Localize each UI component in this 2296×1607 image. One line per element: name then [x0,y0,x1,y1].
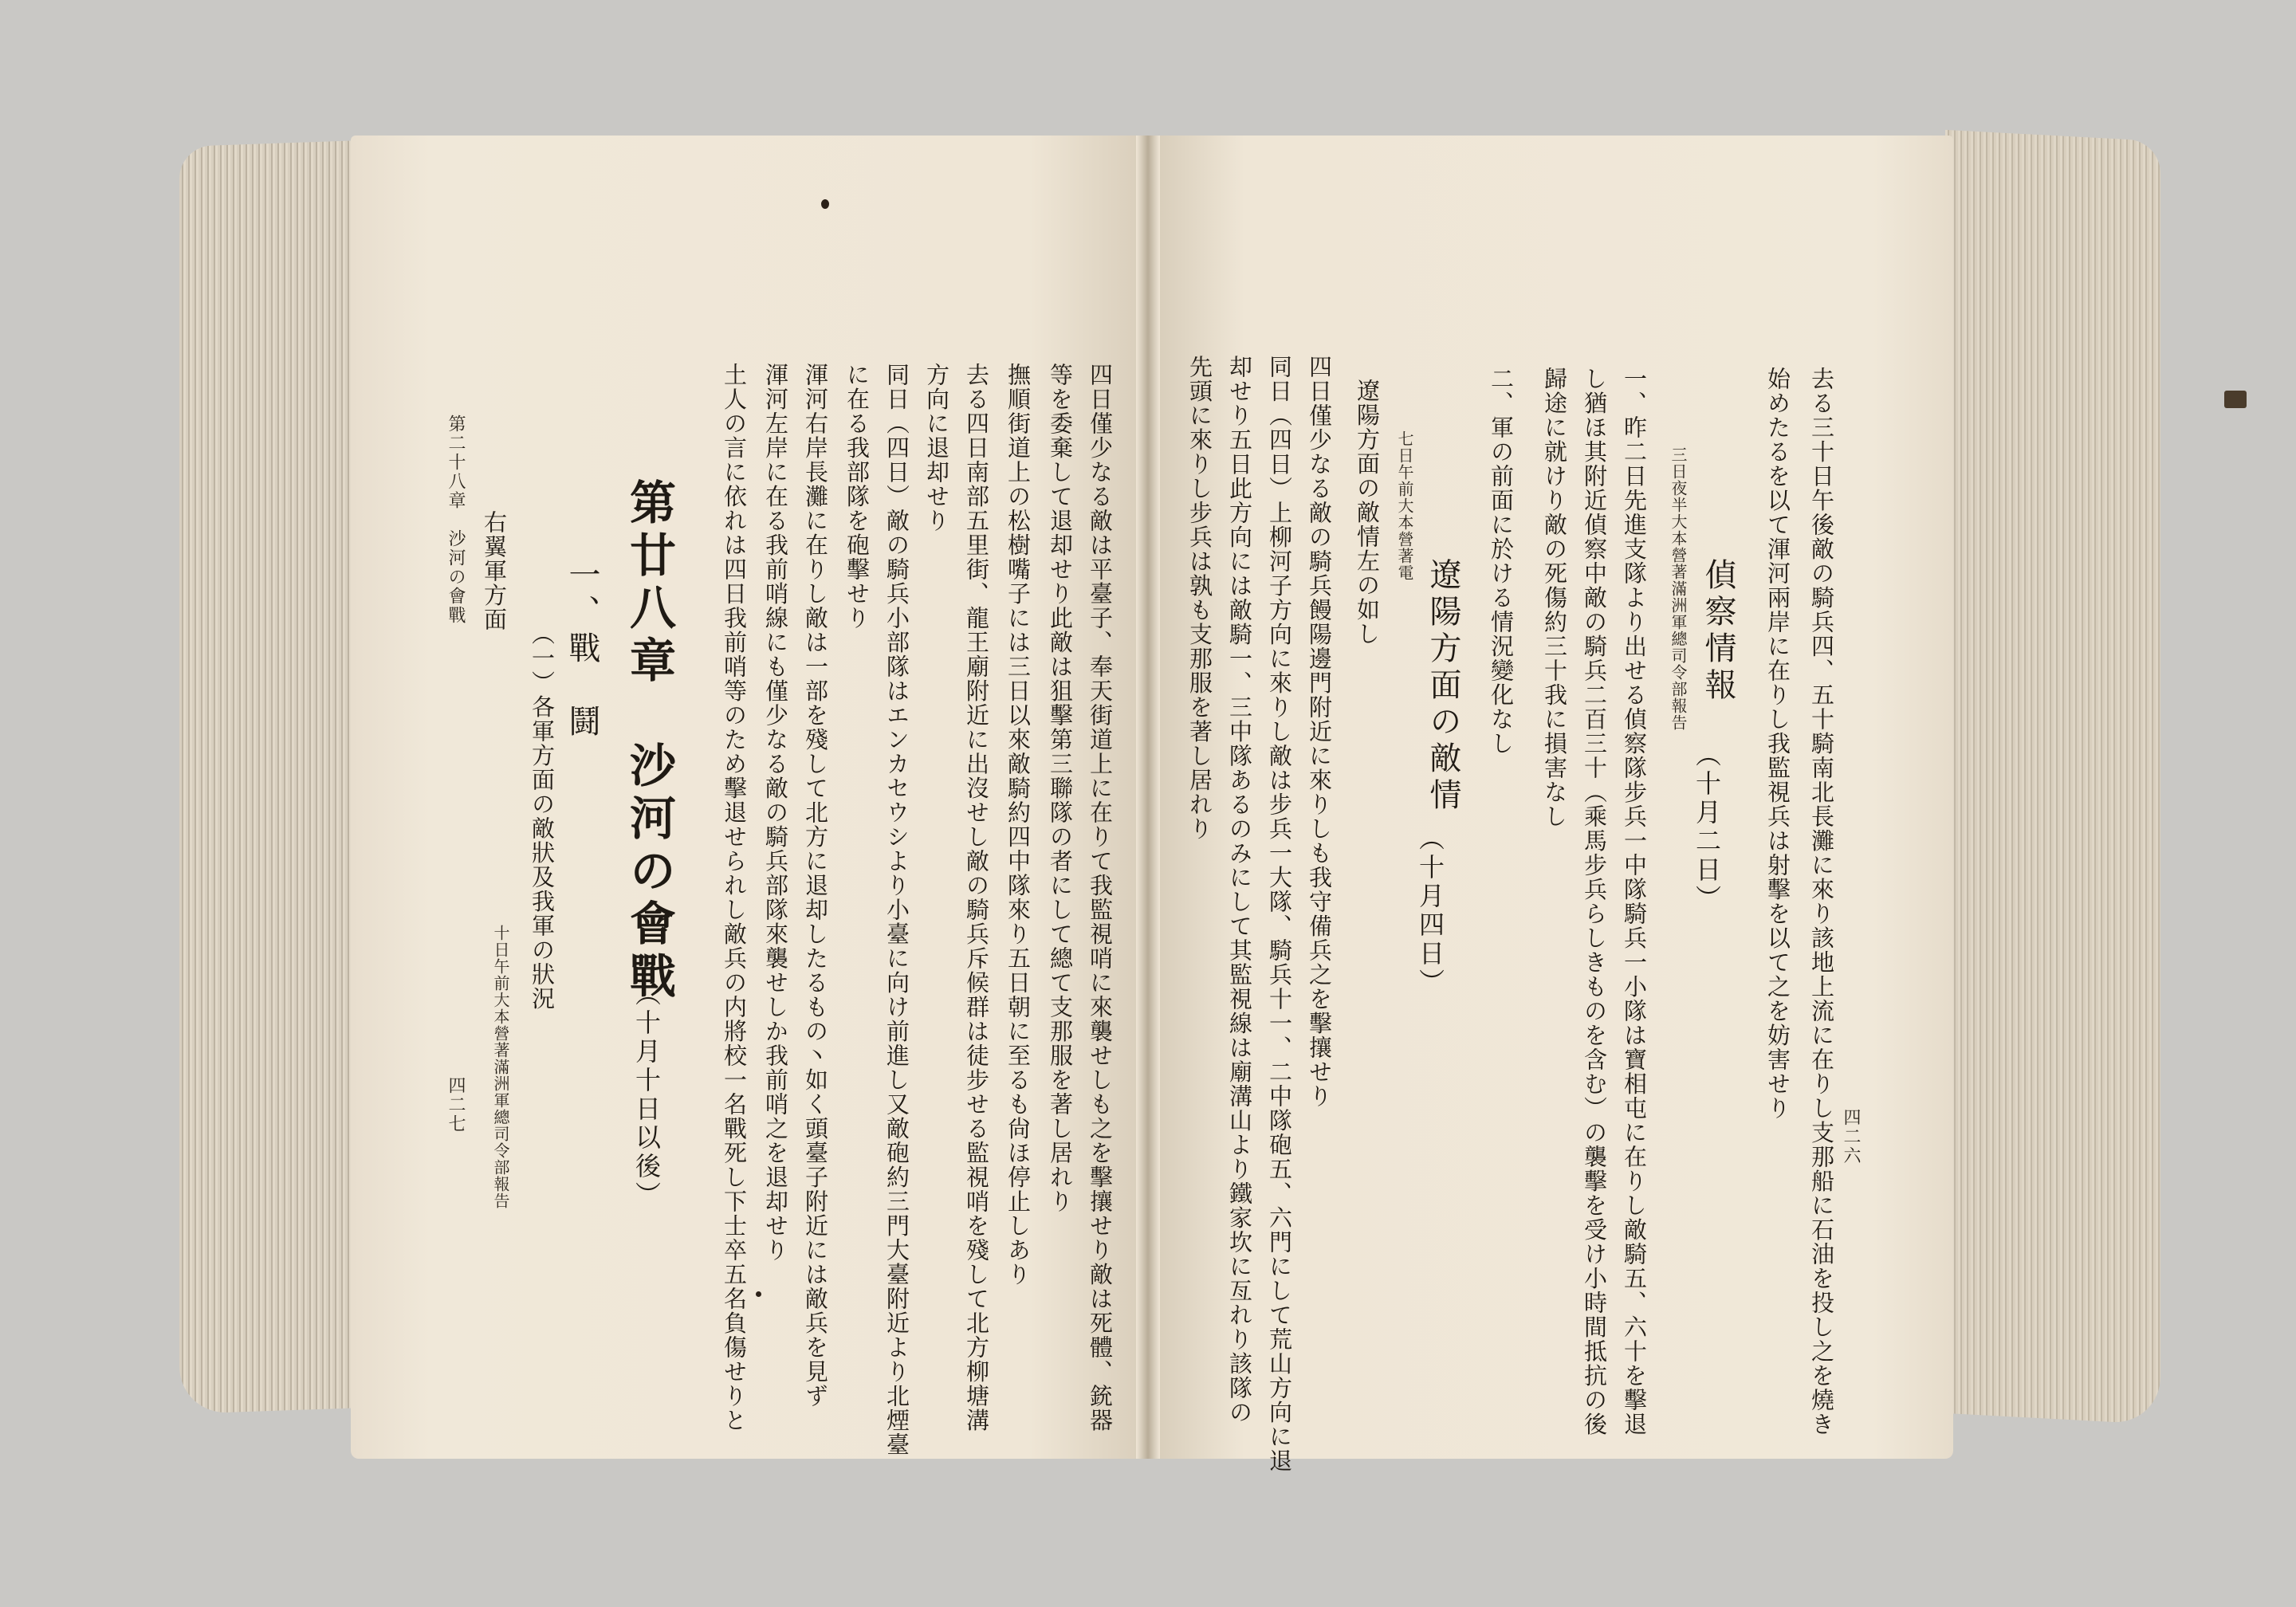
text-line: し猶ほ其附近偵察中敵の騎兵二百三十（乘馬步兵らしきものを含む）の襲擊を受け小時間抵抗の後 [1581,367,1608,1436]
bookmark-tab [2224,391,2247,408]
text-line: 先頭に來りし步兵は孰も支那服を著し居れり [1186,355,1213,841]
text-line: 等を委棄して退却せり此敵は狙擊第三聯隊の者にして總て支那服を著し居れり [1047,363,1074,1214]
text-line: 四日僅少なる敵は平臺子、奉天街道上に在りて我監視哨に來襲せしも之を擊攘せり敵は死體、銃器 [1087,363,1114,1432]
text-line: 四日僅少なる敵の騎兵饅陽邊門附近に來りしも我守備兵之を擊攘せり [1306,355,1333,1109]
text-line: 渾河左岸に在る我前哨線にも僅少なる敵の騎兵部隊來襲せしか我前哨之を退却せり [762,363,789,1263]
book-gutter [1136,136,1160,1459]
text-line: 始めたるを以て渾河兩岸に在りし我監視兵は射擊を以て之を妨害せり [1764,367,1791,1121]
section-heading: 偵察情報 [1700,558,1736,705]
text-line: 却せり五日此方向には敵騎一、三中隊あるのみにして其監視線は廟溝山より鐵家坎に亙れり該隊の [1226,355,1253,1424]
date-note: （十月四日） [1415,825,1445,997]
text-line: 一、昨二日先進支隊より出せる偵察隊步兵一中隊騎兵一小隊は寶相屯に在りし敵騎五、六十を擊退 [1621,367,1648,1436]
text-line: 渾河右岸長灘に在りし敵は一部を殘して北方に退却したるもの丶如く頭臺子附近には敵兵を見ず [802,363,829,1409]
running-head: 第二十八章 沙河の會戰 [446,415,466,625]
report-note: 七日午前大本營著電 [1395,430,1414,581]
text-line: 撫順街道上の松樹嘴子には三日以來敵騎約四中隊來り五日朝に至るも尙ほ停止しあり [1005,363,1032,1287]
text-line: 二、軍の前面に於ける情況變化なし [1488,367,1515,756]
subsection-heading: （一）各軍方面の敵狀及我軍の狀況 [529,622,556,1011]
date-note: （十月二日） [1692,741,1722,914]
report-note: 十日午前大本營著滿洲軍總司令部報告 [491,925,510,1209]
text-line: に在る我部隊を砲擊せり [843,363,871,631]
text-line: 去る四日南部五里街、龍王廟附近に出沒せし敵の騎兵斥候群は徒步せる監視哨を殘して北方柳塘溝 [963,363,990,1432]
page-number-right: 四二六 [1841,1108,1861,1165]
text-line: 遼陽方面の敵情左の如し [1354,379,1381,646]
page-edges-right [1945,130,2160,1424]
page-edges-left [179,140,363,1414]
ink-spot [821,199,829,209]
section-heading: 遼陽方面の敵情 [1425,558,1461,815]
text-line: 去る三十日午後敵の騎兵四、五十騎南北長灘に來り該地上流に在りし支那船に石油を投し之を燒き [1808,367,1835,1436]
wing-heading: 右翼軍方面 [481,510,508,632]
report-note: 三日夜半大本營著滿洲軍總司令部報告 [1669,446,1688,731]
section-heading: 一、戰 鬪 [564,558,600,741]
chapter-title: 第廿八章 沙河の會戰 [622,478,676,1004]
text-line: 同日（四日）上柳河子方向に來りし敵は步兵一大隊、騎兵十一、二中隊砲五、六門にして荒山方向に退 [1266,355,1293,1473]
page-number-left: 四二七 [446,1076,466,1134]
text-line: 方向に退却せり [923,363,950,533]
ink-spot [756,1291,761,1297]
chapter-date: （十月十日以後） [631,980,662,1210]
text-line: 同日（四日）敵の騎兵小部隊はエンカセウシより小臺に向け前進し又敵砲約三門大臺附近より北煙臺 [883,363,910,1457]
text-line: 土人の言に依れは四日我前哨等のため擊退せられし敵兵の内將校一名戰死し下士卒五名負傷せりと [721,363,748,1432]
text-line: 歸途に就けり敵の死傷約三十我に損害なし [1541,367,1568,829]
